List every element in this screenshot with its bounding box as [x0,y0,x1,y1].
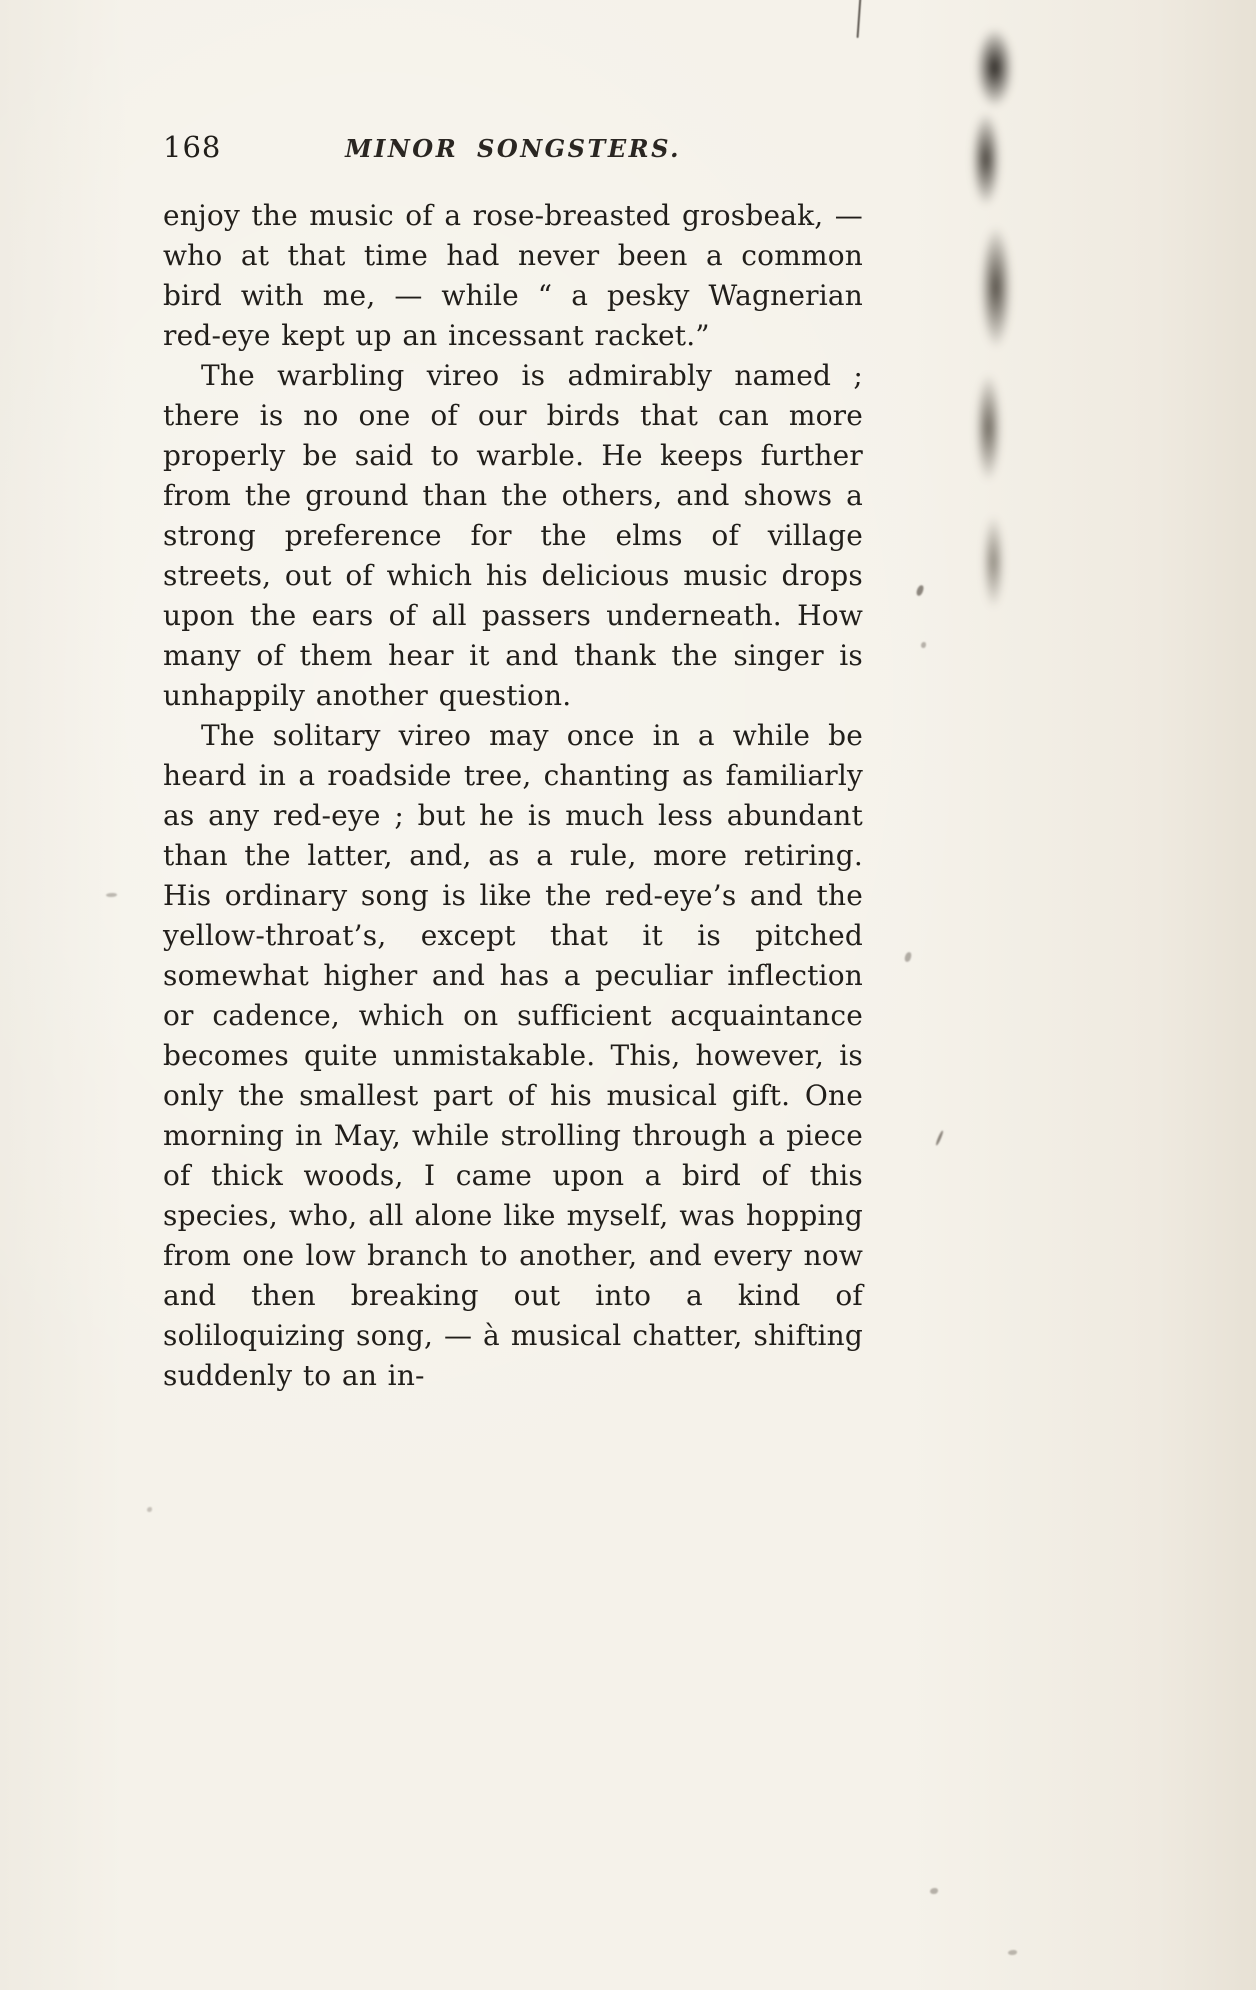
speck-artifact [1008,1950,1017,1955]
speck-artifact [904,951,912,962]
paragraph: The warbling vireo is admirably named ; there is no one of our birds that can more properly be said to warble. He keeps further from the ground than the others, and shows a strong preference for the elms of village streets, out of which his delicious music drops upon the ears of all passers underneath. How many of them hear it and thank the singer is unhappily another question. [163,359,863,712]
speck-artifact [147,1507,152,1512]
speck-artifact [935,1130,944,1146]
paragraph-continuation: enjoy the music of a rose-breasted grosbeak, — who at that time had never been a common bird with me, — while “ a pesky Wagnerian red-eye kept up an incessant racket.” [163,199,863,352]
paragraph: The solitary vireo may once in a while be heard in a roadside tree, chanting as familiarly as any red-eye ; but he is much less abundant than the latter, and, as a rule, more retiring. His ordinary song is like the red-eye’s and the yellow-throat’s, except that it is pitched somewhat higher and has a peculiar inflection or cadence, which on sufficient acquaintance becomes quite unmistakable. This, however, is only the smallest part of his musical gift. One morning in May, while strolling through a piece of thick woods, I came upon a bird of this species, who, all alone like myself, was hopping from one low branch to another, and every now and then breaking out into a kind of soliloquizing song, — à musical chatter, shifting suddenly to an in- [163,719,863,1392]
speck-artifact [106,893,117,897]
page-body [163,196,863,1396]
speck-artifact [916,584,925,596]
speck-artifact [930,1888,938,1894]
hairline-artifact [857,0,862,38]
text-block [163,128,863,1396]
running-title: MINOR SONGSTERS. [345,134,681,163]
page-number: 168 [163,130,222,164]
page-header [163,128,863,168]
ink-smudge-artifact [950,25,1012,635]
speck-artifact [921,642,926,648]
